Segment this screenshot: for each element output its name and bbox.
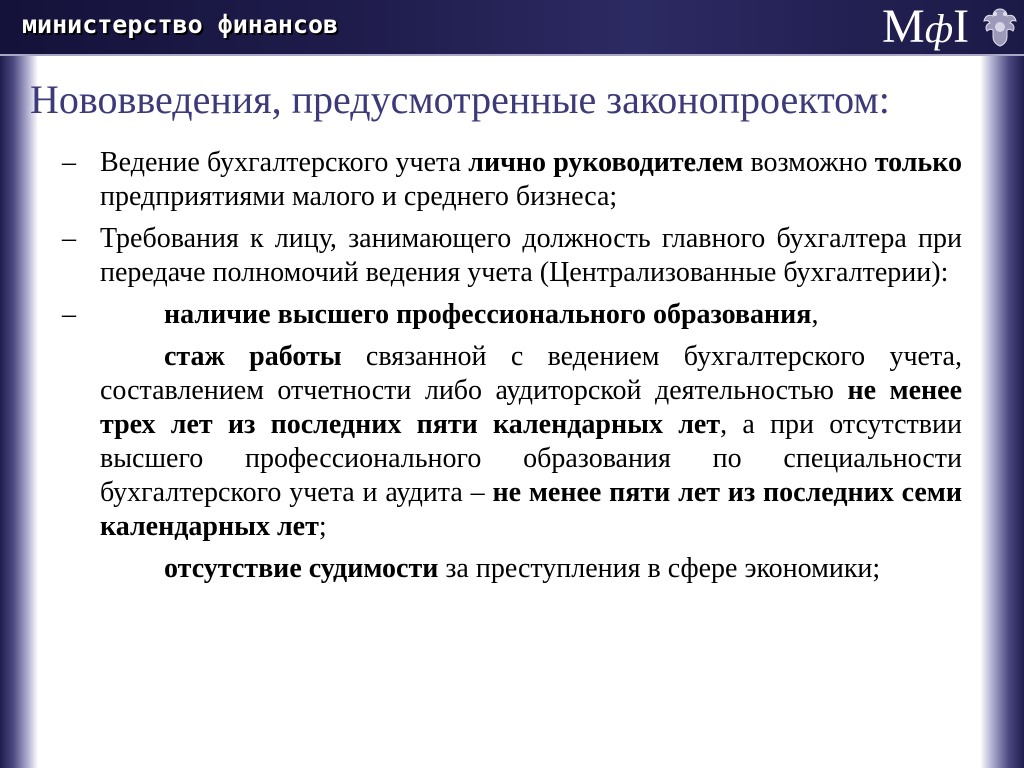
bullet-text: Ведение бухгалтерского учета лично руководителем возможно только предприятиями малого и среднего бизнеса; [100, 147, 962, 212]
left-gradient-strip [0, 56, 38, 768]
sub-paragraph [62, 552, 962, 586]
bullet-dash: – [62, 223, 76, 254]
minfin-logo [882, 2, 972, 52]
header-bar [0, 0, 1024, 56]
slide-body [62, 146, 962, 594]
list-item [62, 298, 962, 332]
bullet-dash: – [62, 147, 76, 178]
right-gradient-strip [980, 56, 1024, 768]
bullet-text: Требования к лицу, занимающего должность главного бухгалтера при передаче полномочий ведения учета (Централизованные бухгалтерии): [100, 223, 962, 288]
ministry-name: министерство финансов [22, 10, 339, 39]
sub-paragraph-text: отсутствие судимости за преступления в сфере экономики; [164, 553, 881, 584]
bullet-dash: – [62, 299, 76, 330]
bullet-text: наличие высшего профессионального образования, [164, 299, 819, 330]
slide-title: Нововведения, предусмотренные законопроектом: [30, 77, 890, 122]
list-item [62, 146, 962, 214]
emblem-icon [981, 5, 1019, 49]
list-item [62, 222, 962, 290]
sub-paragraph [62, 340, 962, 544]
sub-paragraph-text: стаж работы связанной с ведением бухгалтерского учета, составлением отчетности либо аудиторской деятельностью не менее трех лет из последних пяти календарных лет, а при отсутствии высшего профессионального образования по специальности бухгалтерского учета и аудита – не менее пяти лет из последних семи календарных лет; [100, 341, 962, 542]
logo-letter-bar: I [953, 0, 970, 53]
logo-letter-m: М [882, 0, 925, 53]
logo-letter-f: ф [924, 6, 954, 51]
